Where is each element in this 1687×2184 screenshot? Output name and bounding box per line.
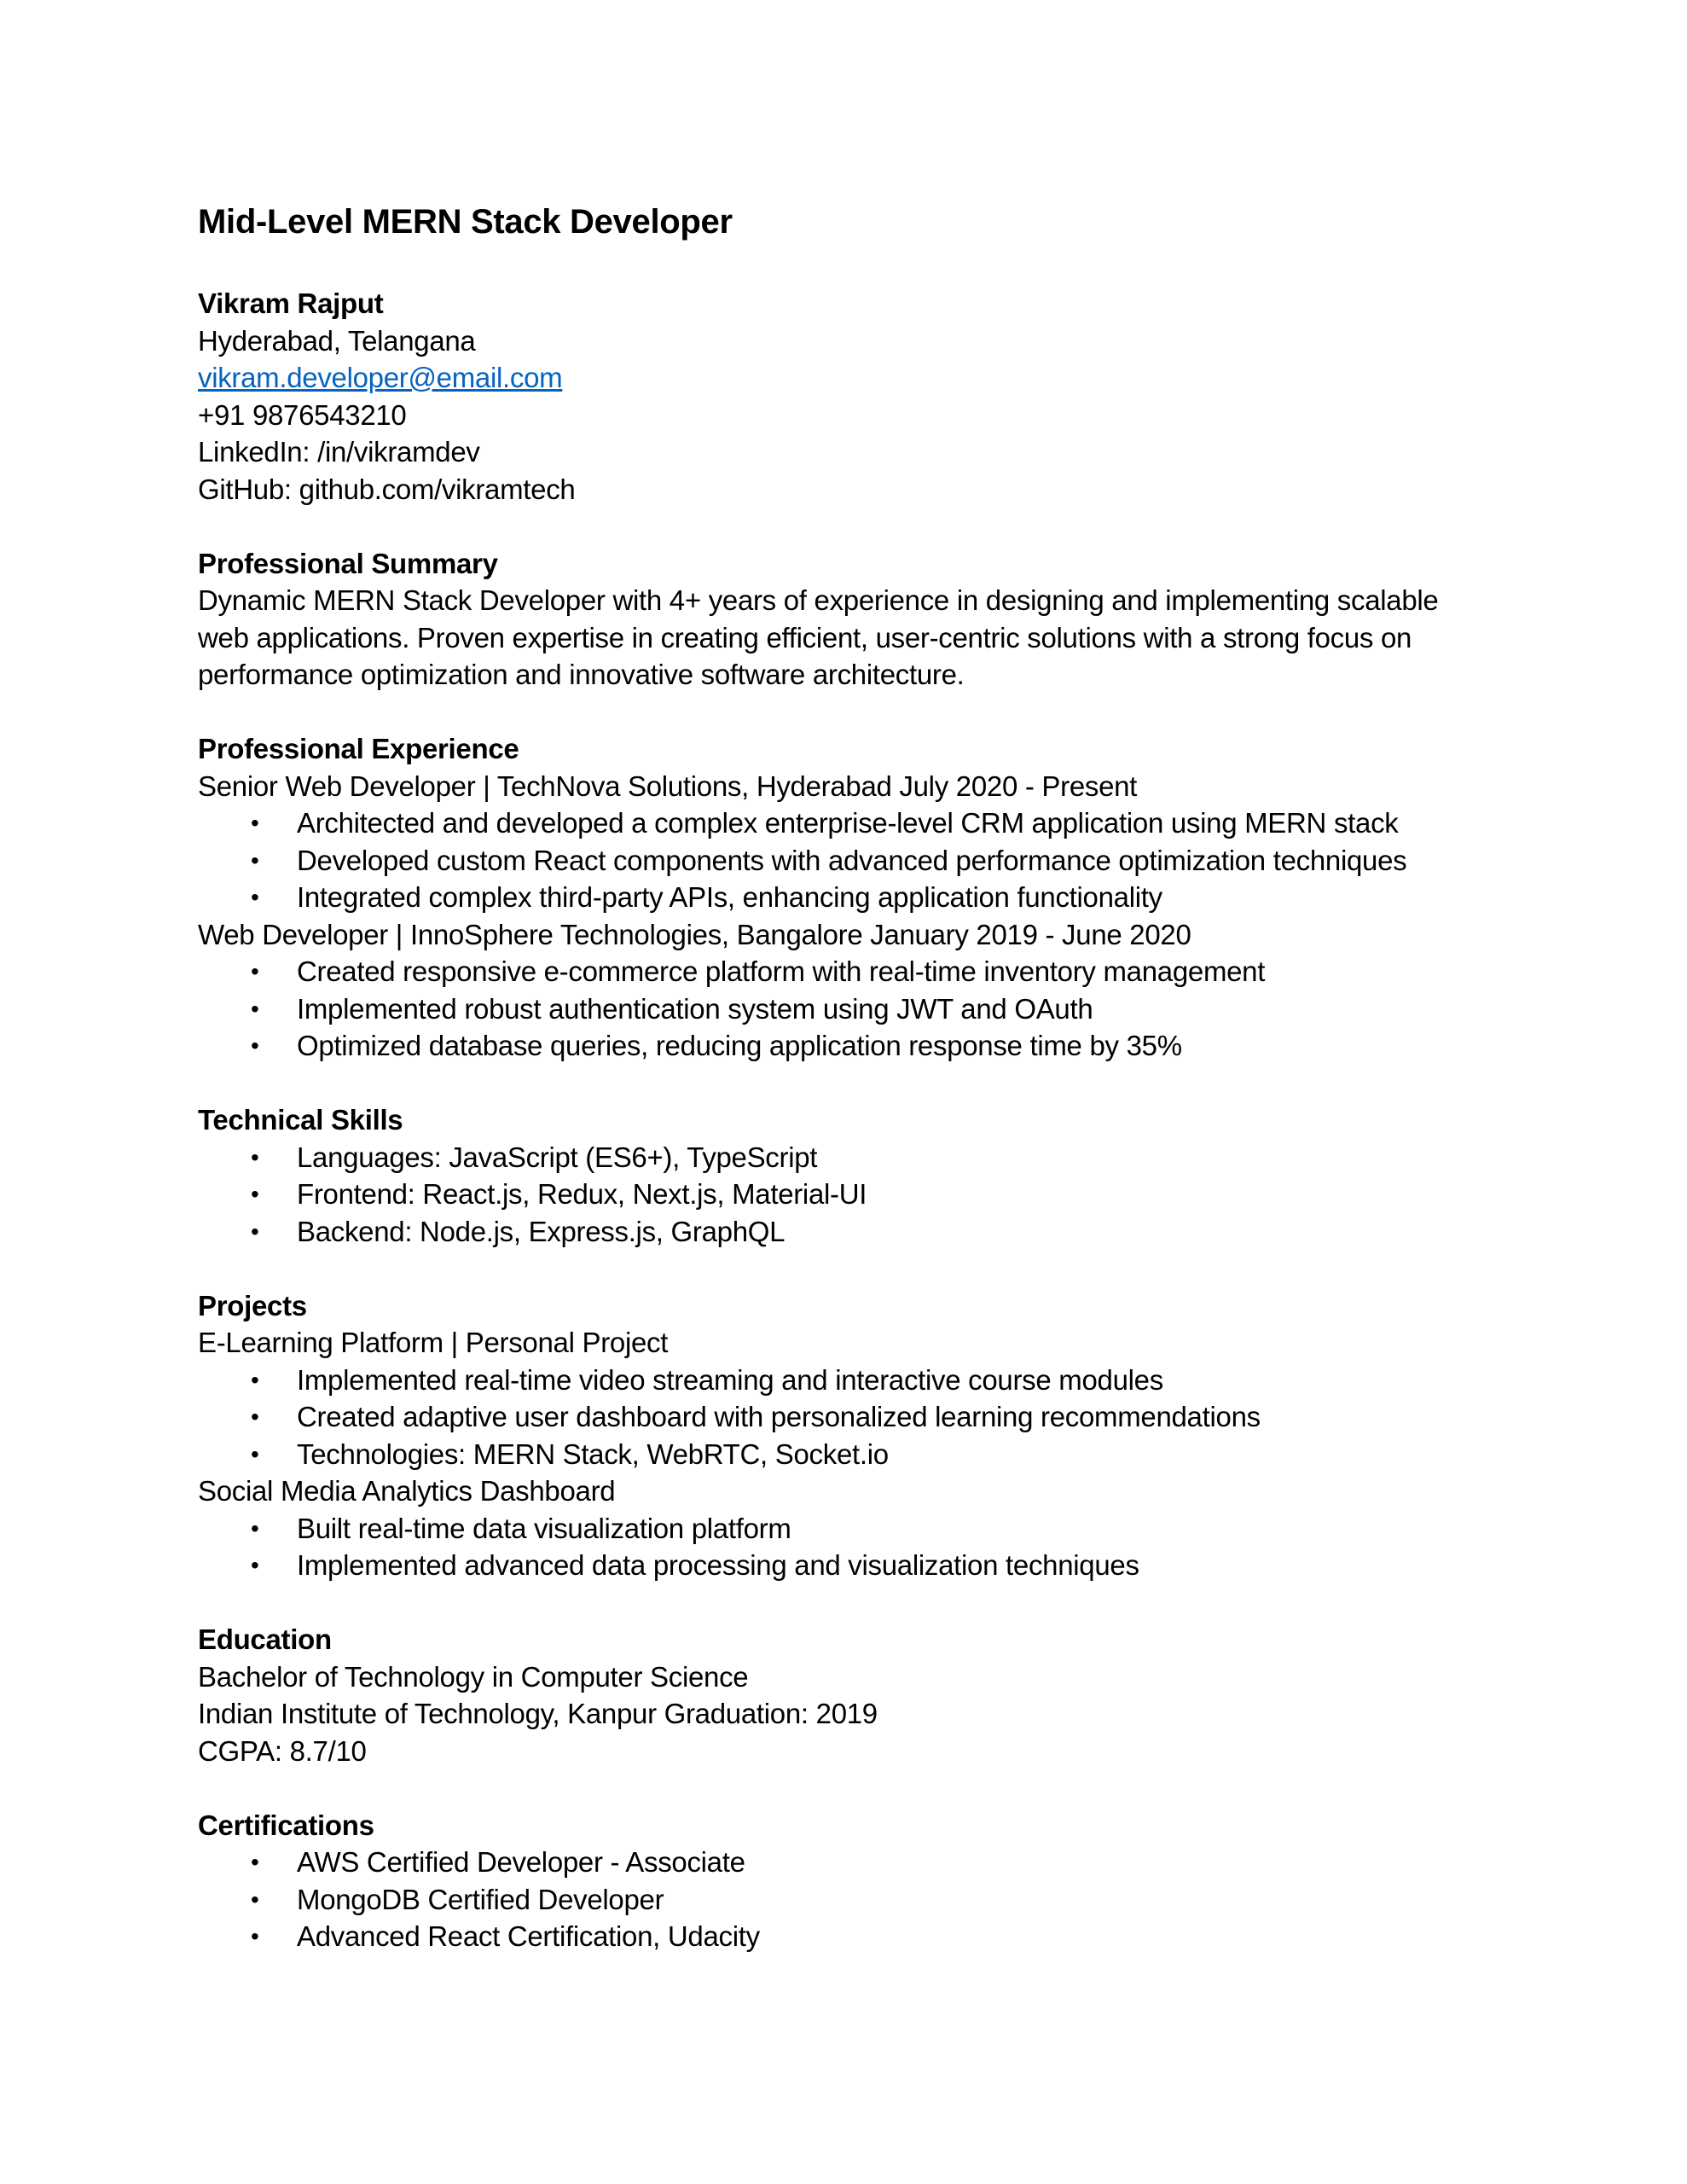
bullet-icon: • [251,1885,259,1913]
phone-text: +91 9876543210 [198,398,407,431]
bullet-icon: • [251,1181,259,1207]
education-heading: Education [198,1623,332,1655]
bullet-icon: • [251,1514,259,1542]
skills-section [198,1101,1503,1250]
project-bullets [198,1510,1503,1584]
list-item: • Frontend: React.js, Redux, Next.js, Material-UI [198,1176,1503,1213]
bullet-icon: • [251,810,259,836]
bullet-icon: • [251,1552,259,1578]
certifications-bullets [198,1844,1503,1955]
list-item: • Advanced React Certification, Udacity [198,1918,1503,1955]
list-item: • Architected and developed a complex enterprise-level CRM application using MERN stack [198,804,1503,842]
list-item: • Backend: Node.js, Express.js, GraphQL [198,1213,1503,1251]
list-item: • Implemented real-time video streaming and interactive course modules [198,1362,1503,1399]
job-title: Web Developer | InnoSphere Technologies, Bangalore January 2019 - June 2020 [198,918,1191,950]
project-title: E-Learning Platform | Personal Project [198,1327,669,1358]
list-item: • Technologies: MERN Stack, WebRTC, Socket.io [198,1436,1503,1473]
education-line: CGPA: 8.7/10 [198,1734,367,1767]
summary-line: web applications. Proven expertise in creating efficient, user-centric solutions with a strong focus on [198,621,1412,653]
job-bullets [198,804,1503,916]
bullet-icon: • [251,995,259,1022]
candidate-name: Vikram Rajput [198,288,384,319]
project-bullets [198,1362,1503,1473]
list-item: • Optimized database queries, reducing application response time by 35% [198,1027,1503,1065]
job-title: Senior Web Developer | TechNova Solutions, Hyderabad July 2020 - Present [198,770,1138,802]
github-text: GitHub: github.com/vikramtech [198,473,576,505]
email-link[interactable]: vikram.developer@email.com [198,362,563,393]
list-item: • AWS Certified Developer - Associate [198,1844,1503,1881]
list-item: • Implemented advanced data processing and visualization techniques [198,1547,1503,1584]
bullet-icon: • [251,1923,259,1949]
list-item: • Created adaptive user dashboard with personalized learning recommendations [198,1398,1503,1436]
list-item: • MongoDB Certified Developer [198,1881,1503,1919]
list-item: • Developed custom React components with advanced performance optimization techniques [198,842,1503,880]
contact-block [198,285,1503,508]
bullet-icon: • [251,1366,259,1393]
bullet-icon: • [251,1143,259,1170]
bullet-icon: • [251,846,259,874]
projects-heading: Projects [198,1289,307,1321]
summary-heading: Professional Summary [198,547,498,579]
education-line: Indian Institute of Technology, Kanpur Graduation: 2019 [198,1698,878,1729]
list-item: • Built real-time data visualization platform [198,1510,1503,1548]
projects-section [198,1287,1503,1584]
certifications-heading: Certifications [198,1809,374,1841]
education-section [198,1621,1503,1769]
certifications-section [198,1807,1503,1955]
education-line: Bachelor of Technology in Computer Science [198,1660,749,1693]
summary-line: performance optimization and innovative software architecture. [198,659,965,690]
bullet-icon: • [251,1849,259,1875]
bullet-icon: • [251,1217,259,1245]
summary-line: Dynamic MERN Stack Developer with 4+ years of experience in designing and implementing scalable [198,584,1439,616]
list-item: • Languages: JavaScript (ES6+), TypeScript [198,1139,1503,1176]
resume-page [198,196,1503,1955]
location-text: Hyderabad, Telangana [198,324,476,357]
bullet-icon: • [251,958,259,985]
skills-bullets [198,1139,1503,1251]
skills-heading: Technical Skills [198,1104,403,1136]
summary-section [198,545,1503,694]
bullet-icon: • [251,1403,259,1430]
bullet-icon: • [251,884,259,910]
bullet-icon: • [251,1440,259,1467]
list-item: • Integrated complex third-party APIs, enhancing application functionality [198,879,1503,916]
linkedin-text: LinkedIn: /in/vikramdev [198,436,480,468]
experience-section [198,730,1503,1065]
job-bullets [198,953,1503,1065]
project-title: Social Media Analytics Dashboard [198,1475,616,1507]
list-item: • Created responsive e-commerce platform with real-time inventory management [198,953,1503,990]
experience-heading: Professional Experience [198,733,519,764]
page-title: Mid-Level MERN Stack Developer [198,203,733,241]
list-item: • Implemented robust authentication system using JWT and OAuth [198,990,1503,1028]
bullet-icon: • [251,1032,259,1059]
